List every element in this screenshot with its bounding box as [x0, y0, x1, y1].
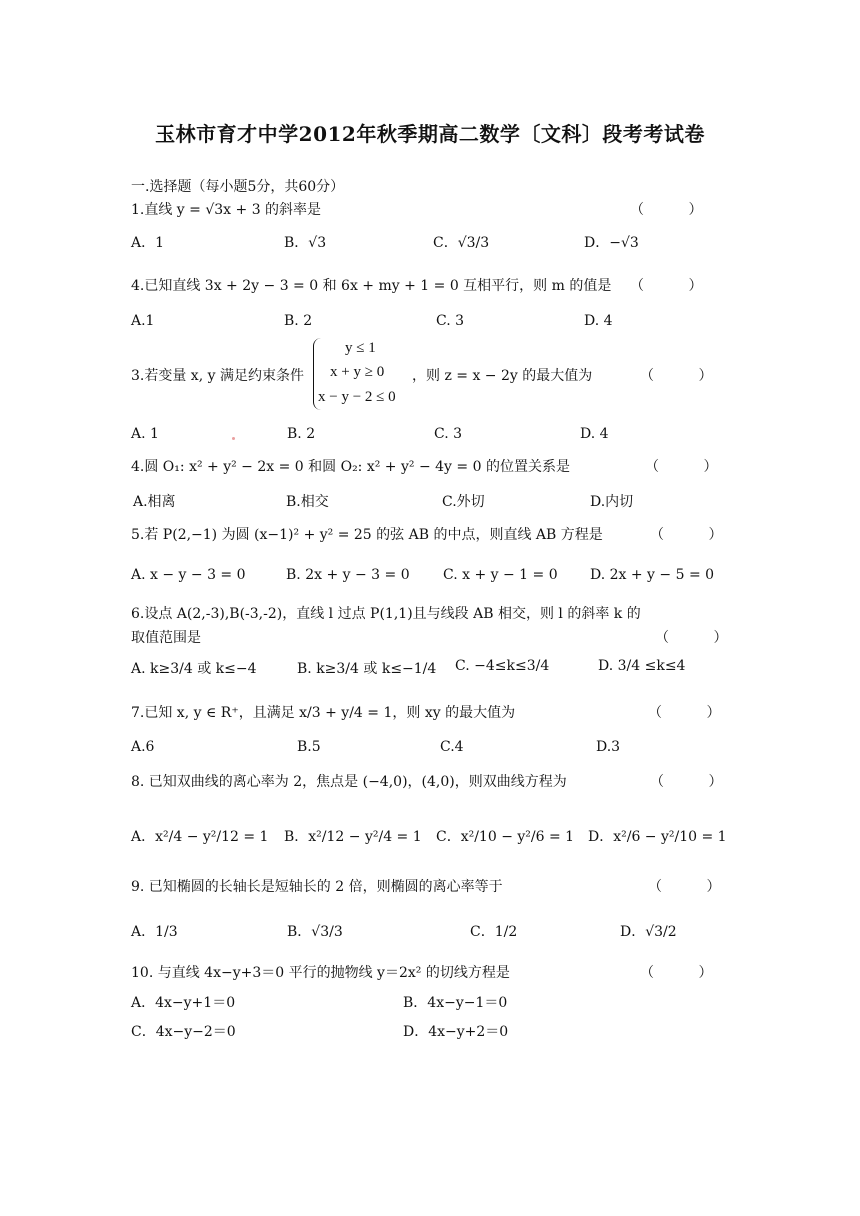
question-6-stem-a: 6.设点 A(2,-3),B(-3,-2)，直线 l 过点 P(1,1)且与线段 AB 相交，则 l 的斜率 k 的: [131, 606, 641, 622]
q6-option-a: A. k≥3/4 或 k≤−4: [131, 661, 257, 677]
question-6-stem-b: 取值范围是: [131, 630, 201, 646]
q4-option-c: C.外切: [442, 494, 485, 510]
q5-option-b: B. 2x + y − 3 = 0: [286, 567, 410, 583]
q3-option-d: D. 4: [580, 426, 609, 442]
q4-option-a: A.相离: [133, 494, 176, 510]
q5-option-a: A. x − y − 3 = 0: [131, 567, 246, 583]
q8-option-d: D．x²/6 − y²/10 = 1: [588, 829, 727, 845]
question-1-stem: 1.直线 y = √3x + 3 的斜率是: [131, 202, 322, 218]
answer-blank-3: （ ）: [640, 368, 713, 384]
question-7-stem: 7.已知 x, y ∈ R⁺，且满足 x/3 + y/4 = 1，则 xy 的最大值为: [131, 705, 516, 721]
question-5-stem: 5.若 P(2,−1) 为圆 (x−1)² + y² = 25 的弦 AB 的中点，则直线 AB 方程是: [131, 527, 603, 543]
q5-option-d: D. 2x + y − 5 = 0: [590, 567, 715, 583]
q4-option-d: D.内切: [590, 494, 634, 510]
q3-option-a: A. 1: [131, 426, 159, 442]
q9-option-b: B．√3/3: [287, 924, 343, 940]
q1-option-b: B．√3: [284, 235, 327, 251]
answer-blank-4: （ ）: [645, 459, 718, 475]
q10-option-c: C．4x−y−2＝0: [131, 1024, 236, 1040]
answer-blank-2: （ ）: [630, 278, 703, 294]
q3-option-b: B. 2: [287, 426, 316, 442]
q7-option-b: B.5: [297, 739, 321, 755]
q10-option-b: B．4x−y−1＝0: [403, 995, 508, 1011]
q2-option-d: D. 4: [584, 313, 613, 329]
constraint-1: y ≤ 1: [345, 340, 376, 356]
q1-option-c: C．√3/3: [433, 235, 490, 251]
section-heading: 一.选择题（每小题5分，共60分）: [131, 179, 345, 195]
question-4-stem: 4.圆 O₁: x² + y² − 2x = 0 和圆 O₂: x² + y² − 4y = 0 的位置关系是: [131, 459, 570, 475]
question-10-stem: 10. 与直线 4x−y+3＝0 平行的抛物线 y＝2x² 的切线方程是: [131, 965, 510, 981]
q7-option-d: D.3: [596, 739, 621, 755]
q10-option-d: D．4x−y+2＝0: [403, 1024, 509, 1040]
constraint-2: x + y ≥ 0: [330, 364, 385, 380]
q8-option-b: B．x²/12 − y²/4 = 1: [284, 829, 422, 845]
q2-option-b: B. 2: [284, 313, 313, 329]
q8-option-c: C．x²/10 − y²/6 = 1: [436, 829, 575, 845]
answer-blank-5: （ ）: [650, 527, 723, 543]
answer-blank-7: （ ）: [648, 705, 721, 721]
q7-option-c: C.4: [440, 739, 464, 755]
stray-mark: [232, 437, 235, 440]
q10-option-a: A．4x−y+1＝0: [131, 995, 236, 1011]
q1-option-d: D．−√3: [584, 235, 639, 251]
question-8-stem: 8. 已知双曲线的离心率为 2，焦点是 (−4,0)，(4,0)，则双曲线方程为: [131, 774, 567, 790]
q5-option-c: C. x + y − 1 = 0: [443, 567, 558, 583]
q9-option-d: D．√3/2: [620, 924, 677, 940]
question-3-stem-b: ，则 z = x − 2y 的最大值为: [412, 368, 593, 384]
q2-option-c: C. 3: [436, 313, 465, 329]
answer-blank-10: （ ）: [640, 965, 713, 981]
answer-blank-9: （ ）: [648, 879, 721, 895]
q6-option-d: D. 3/4 ≤k≤4: [598, 658, 686, 674]
q2-option-a: A.1: [131, 313, 155, 329]
q3-option-c: C. 3: [434, 426, 463, 442]
page-title: 玉林市育才中学2012年秋季期高二数学〔文科〕段考考试卷: [155, 122, 705, 146]
question-3-stem-a: 3.若变量 x, y 满足约束条件: [131, 368, 304, 384]
answer-blank-6: （ ）: [655, 630, 728, 646]
q9-option-a: A．1/3: [131, 924, 178, 940]
q6-option-c: C. −4≤k≤3/4: [455, 658, 550, 674]
question-2-stem: 4.已知直线 3x + 2y − 3 = 0 和 6x + my + 1 = 0 互相平行，则 m 的值是: [131, 278, 612, 294]
q8-option-a: A．x²/4 − y²/12 = 1: [131, 829, 269, 845]
constraint-3: x − y − 2 ≤ 0: [318, 389, 396, 405]
answer-blank-1: （ ）: [630, 202, 703, 218]
answer-blank-8: （ ）: [650, 774, 723, 790]
q9-option-c: C．1/2: [470, 924, 518, 940]
q1-option-a: A．1: [131, 235, 165, 251]
q4-option-b: B.相交: [286, 494, 329, 510]
question-9-stem: 9. 已知椭圆的长轴长是短轴长的 2 倍，则椭圆的离心率等于: [131, 879, 503, 895]
q7-option-a: A.6: [131, 739, 155, 755]
q6-option-b: B. k≥3/4 或 k≤−1/4: [297, 661, 437, 677]
